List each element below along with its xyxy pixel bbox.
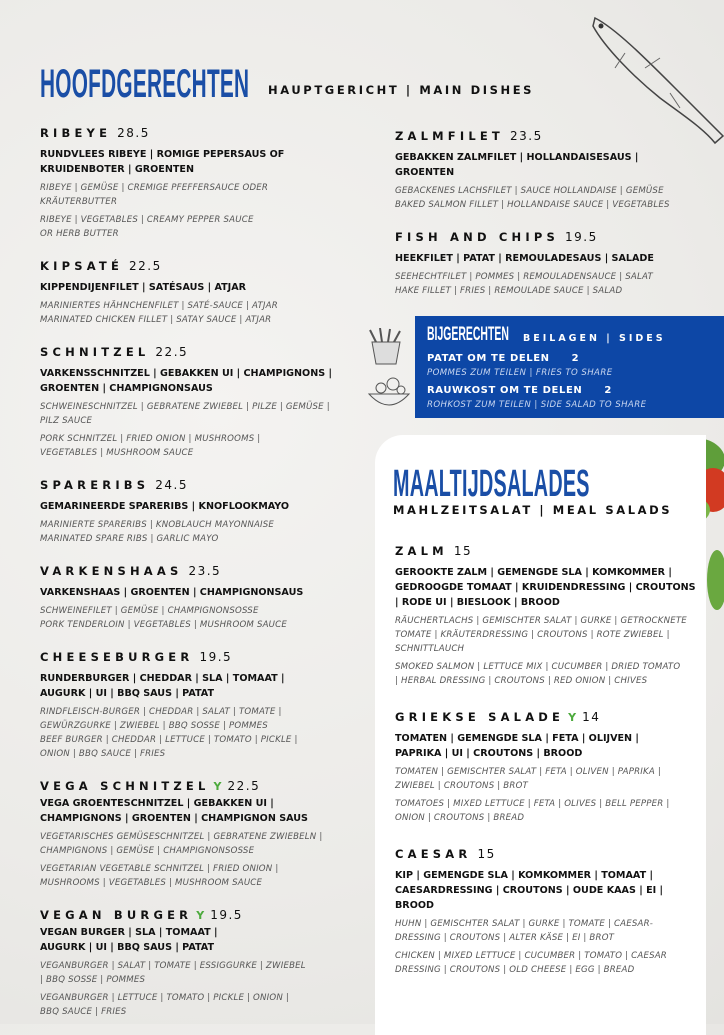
item-price: 22.5 xyxy=(227,779,261,793)
menu-item-cheeseburger xyxy=(40,646,350,761)
side-item xyxy=(427,353,579,364)
menu-item-varkenshaas xyxy=(40,560,350,632)
item-name: ZALM xyxy=(395,544,448,558)
salad-item-caesar xyxy=(395,843,700,977)
side-item-desc: POMMES ZUM TEILEN | FRIES TO SHARE xyxy=(427,368,613,378)
item-desc-de: SEEHECHTFILET | POMMES | REMOULADENSAUCE | SALAT xyxy=(395,272,653,282)
salad-bowl-illustration xyxy=(366,374,412,414)
menu-item-vegan-burger xyxy=(40,904,350,1019)
item-price: 19.5 xyxy=(199,650,233,664)
side-item-name: PATAT OM TE DELEN xyxy=(427,353,550,364)
menu-item-fish-and-chips xyxy=(395,226,715,298)
item-desc-de: SCHWEINEFILET | GEMÜSE | CHAMPIGNONSOSSE xyxy=(40,606,259,616)
salad-item-griekse-salade xyxy=(395,706,700,825)
item-price: 23.5 xyxy=(188,564,222,578)
item-desc-en: PORK TENDERLOIN | VEGETABLES | MUSHROOM SAUCE xyxy=(40,620,288,630)
item-desc-nl: KIPPENDIJENFILET | SATÉSAUS | ATJAR xyxy=(40,282,247,293)
menu-item-spareribs xyxy=(40,474,350,546)
sides-subtitle: BEILAGEN | SIDES xyxy=(523,333,666,344)
item-desc-de: TOMATEN | GEMISCHTER SALAT | FETA | OLIVEN | PAPRIKA | ZWIEBEL | CROUTONS | BROT xyxy=(395,767,661,791)
item-desc-en: VEGETARIAN VEGETABLE SCHNITZEL | FRIED ONION | MUSHROOMS | VEGETABLES | MUSHROOM SAUCE xyxy=(40,864,279,888)
side-item-desc: ROHKOST ZUM TEILEN | SIDE SALAD TO SHARE xyxy=(427,400,647,410)
item-desc-nl: KIP | GEMENGDE SLA | KOMKOMMER | TOMAAT | CAESARDRESSING | CROUTONS | OUDE KAAS | EI | BROOD xyxy=(395,870,664,911)
item-desc-de: HUHN | GEMISCHTER SALAT | GURKE | TOMATE | CAESAR-DRESSING | CROUTONS | ALTER KÄSE | EI | BROT xyxy=(395,919,654,943)
item-name: ZALMFILET xyxy=(395,129,504,143)
menu-item-schnitzel xyxy=(40,341,350,460)
fish-dishes-column xyxy=(395,125,715,312)
item-name: VARKENSHAAS xyxy=(40,564,183,578)
item-price: 15 xyxy=(453,544,473,558)
item-desc-nl: RUNDERBURGER | CHEDDAR | SLA | TOMAAT | AUGURK | UI | BBQ SAUS | PATAT xyxy=(40,673,285,699)
salads-title: MAALTIJDSALADES xyxy=(393,463,590,505)
item-desc-de: VEGANBURGER | SALAT | TOMATE | ESSIGGURKE | ZWIEBEL | BBQ SOSSE | POMMES xyxy=(40,961,306,985)
item-desc-en: PORK SCHNITZEL | FRIED ONION | MUSHROOMS | VEGETABLES | MUSHROOM SAUCE xyxy=(40,434,261,458)
item-name: SCHNITZEL xyxy=(40,345,150,359)
item-desc-en: HAKE FILLET | FRIES | REMOULADE SAUCE | SALAD xyxy=(395,286,623,296)
item-desc-de: RIBEYE | GEMÜSE | CREMIGE PFEFFERSAUCE ODER KRÄUTERBUTTER xyxy=(40,183,269,207)
item-desc-nl: VEGAN BURGER | SLA | TOMAAT | AUGURK | UI | BBQ SAUS | PATAT xyxy=(40,927,218,953)
item-name: RIBEYE xyxy=(40,126,112,140)
item-desc-nl: GEBAKKEN ZALMFILET | HOLLANDAISESAUS | GROENTEN xyxy=(395,152,639,178)
item-price: 15 xyxy=(477,847,496,861)
item-desc-nl: VARKENSSCHNITZEL | GEBAKKEN UI | CHAMPIGNONS | GROENTEN | CHAMPIGNONSAUS xyxy=(40,368,332,394)
item-desc-de: SCHWEINESCHNITZEL | GEBRATENE ZWIEBEL | PILZE | GEMÜSE | PILZ SAUCE xyxy=(40,402,330,426)
item-desc-nl: HEEKFILET | PATAT | REMOULADESAUS | SALADE xyxy=(395,253,654,264)
item-desc-en: BAKED SALMON FILLET | HOLLANDAISE SAUCE | VEGETABLES xyxy=(395,200,670,210)
item-name: GRIEKSE SALADE xyxy=(395,710,565,724)
item-desc-nl: VEGA GROENTESCHNITZEL | GEBAKKEN UI | CHAMPIGNONS | GROENTEN | CHAMPIGNON SAUS xyxy=(40,798,308,824)
item-desc-en: MARINATED SPARE RIBS | GARLIC MAYO xyxy=(40,534,219,544)
side-item-name: RAUWKOST OM TE DELEN xyxy=(427,385,583,396)
side-item-price: 2 xyxy=(571,353,580,364)
item-name: KIPSATÉ xyxy=(40,259,124,273)
item-desc-en: RIBEYE | VEGETABLES | CREAMY PEPPER SAUCE OR HERB BUTTER xyxy=(40,215,254,239)
item-name: SPARERIBS xyxy=(40,478,150,492)
menu-item-zalmfilet xyxy=(395,125,715,212)
item-desc-en: CHICKEN | MIXED LETTUCE | CUCUMBER | TOMATO | CAESAR DRESSING | CROUTONS | OLD CHEESE | EGG | BREAD xyxy=(395,951,667,975)
vegan-leaf-icon: Y xyxy=(196,909,205,922)
salads-subtitle: MAHLZEITSALAT | MEAL SALADS xyxy=(393,503,673,517)
item-price: 22.5 xyxy=(155,345,189,359)
salads-section xyxy=(375,435,706,1035)
item-desc-nl: TOMATEN | GEMENGDE SLA | FETA | OLIJVEN | PAPRIKA | UI | CROUTONS | BROOD xyxy=(395,733,639,759)
item-desc-en: BEEF BURGER | CHEDDAR | LETTUCE | TOMATO | PICKLE | ONION | BBQ SAUCE | FRIES xyxy=(40,735,298,759)
page-subtitle: HAUPTGERICHT | MAIN DISHES xyxy=(268,83,535,97)
item-name: VEGA SCHNITZEL xyxy=(40,779,210,793)
item-price: 23.5 xyxy=(509,129,543,143)
salad-item-zalm xyxy=(395,540,700,688)
item-name: FISH AND CHIPS xyxy=(395,230,559,244)
item-desc-de: MARINIERTES HÄHNCHENFILET | SATÉ-SAUCE | ATJAR xyxy=(40,301,278,311)
item-desc-de: MARINIERTE SPARERIBS | KNOBLAUCH MAYONNAISE xyxy=(40,520,275,530)
item-price: 28.5 xyxy=(117,126,150,140)
item-desc-de: VEGETARISCHES GEMÜSESCHNITZEL | GEBRATENE ZWIEBELN | CHAMPIGNONS | GEMÜSE | CHAMPIGNONSOSSE xyxy=(40,832,323,856)
main-dishes-column xyxy=(40,122,350,1033)
menu-item-kipsate xyxy=(40,255,350,327)
vegan-leaf-icon: Y xyxy=(213,780,222,793)
item-name: CAESAR xyxy=(395,847,472,861)
item-desc-en: SMOKED SALMON | LETTUCE MIX | CUCUMBER | DRIED TOMATO | HERBAL DRESSING | CROUTONS | RED ONION | CHIVES xyxy=(395,662,681,686)
sides-section xyxy=(415,316,724,418)
menu-item-vega-schnitzel xyxy=(40,775,350,890)
item-price: 19.5 xyxy=(210,908,243,922)
item-desc-de: GEBACKENES LACHSFILET | SAUCE HOLLANDAISE | GEMÜSE xyxy=(395,186,664,196)
item-price: 22.5 xyxy=(129,259,162,273)
salads-list xyxy=(395,540,700,991)
item-price: 19.5 xyxy=(564,230,598,244)
item-desc-nl: VARKENSHAAS | GROENTEN | CHAMPIGNONSAUS xyxy=(40,587,304,598)
item-desc-nl: GEROOKTE ZALM | GEMENGDE SLA | KOMKOMMER | GEDROOGDE TOMAAT | KRUIDENDRESSING | CROUTONS | RODE UI | BIESLOOK | BROOD xyxy=(395,567,696,608)
item-desc-nl: GEMARINEERDE SPARERIBS | KNOFLOOKMAYO xyxy=(40,501,290,512)
item-desc-en: TOMATOES | MIXED LETTUCE | FETA | OLIVES | BELL PEPPER | ONION | CROUTONS | BREAD xyxy=(395,799,670,823)
item-price: 24.5 xyxy=(155,478,188,492)
item-name: CHEESEBURGER xyxy=(40,650,194,664)
item-desc-de: RINDFLEISCH-BURGER | CHEDDAR | SALAT | TOMATE | GEWÜRZGURKE | ZWIEBEL | BBQ SOSSE | POMMES xyxy=(40,707,282,731)
sides-title: BIJGERECHTEN xyxy=(427,324,509,345)
item-price: 14 xyxy=(582,710,601,724)
fries-illustration xyxy=(362,328,410,366)
item-desc-en: VEGANBURGER | LETTUCE | TOMATO | PICKLE | ONION | BBQ SAUCE | FRIES xyxy=(40,993,289,1017)
page-title: HOOFDGERECHTEN xyxy=(40,62,250,106)
side-item-price: 2 xyxy=(604,385,612,396)
vegan-leaf-icon: Y xyxy=(568,711,577,724)
item-name: VEGAN BURGER xyxy=(40,908,193,922)
side-item xyxy=(427,385,612,396)
item-desc-en: MARINATED CHICKEN FILLET | SATAY SAUCE | ATJAR xyxy=(40,315,272,325)
item-desc-de: RÄUCHERTLACHS | GEMISCHTER SALAT | GURKE | GETROCKNETE TOMATE | KRÄUTERDRESSING | CROUTONS | ROTE ZWIEBEL | SCHNITTLAUCH xyxy=(395,616,687,654)
menu-item-ribeye xyxy=(40,122,330,241)
item-desc-nl: RUNDVLEES RIBEYE | ROMIGE PEPERSAUS OF KRUIDENBOTER | GROENTEN xyxy=(40,149,285,175)
